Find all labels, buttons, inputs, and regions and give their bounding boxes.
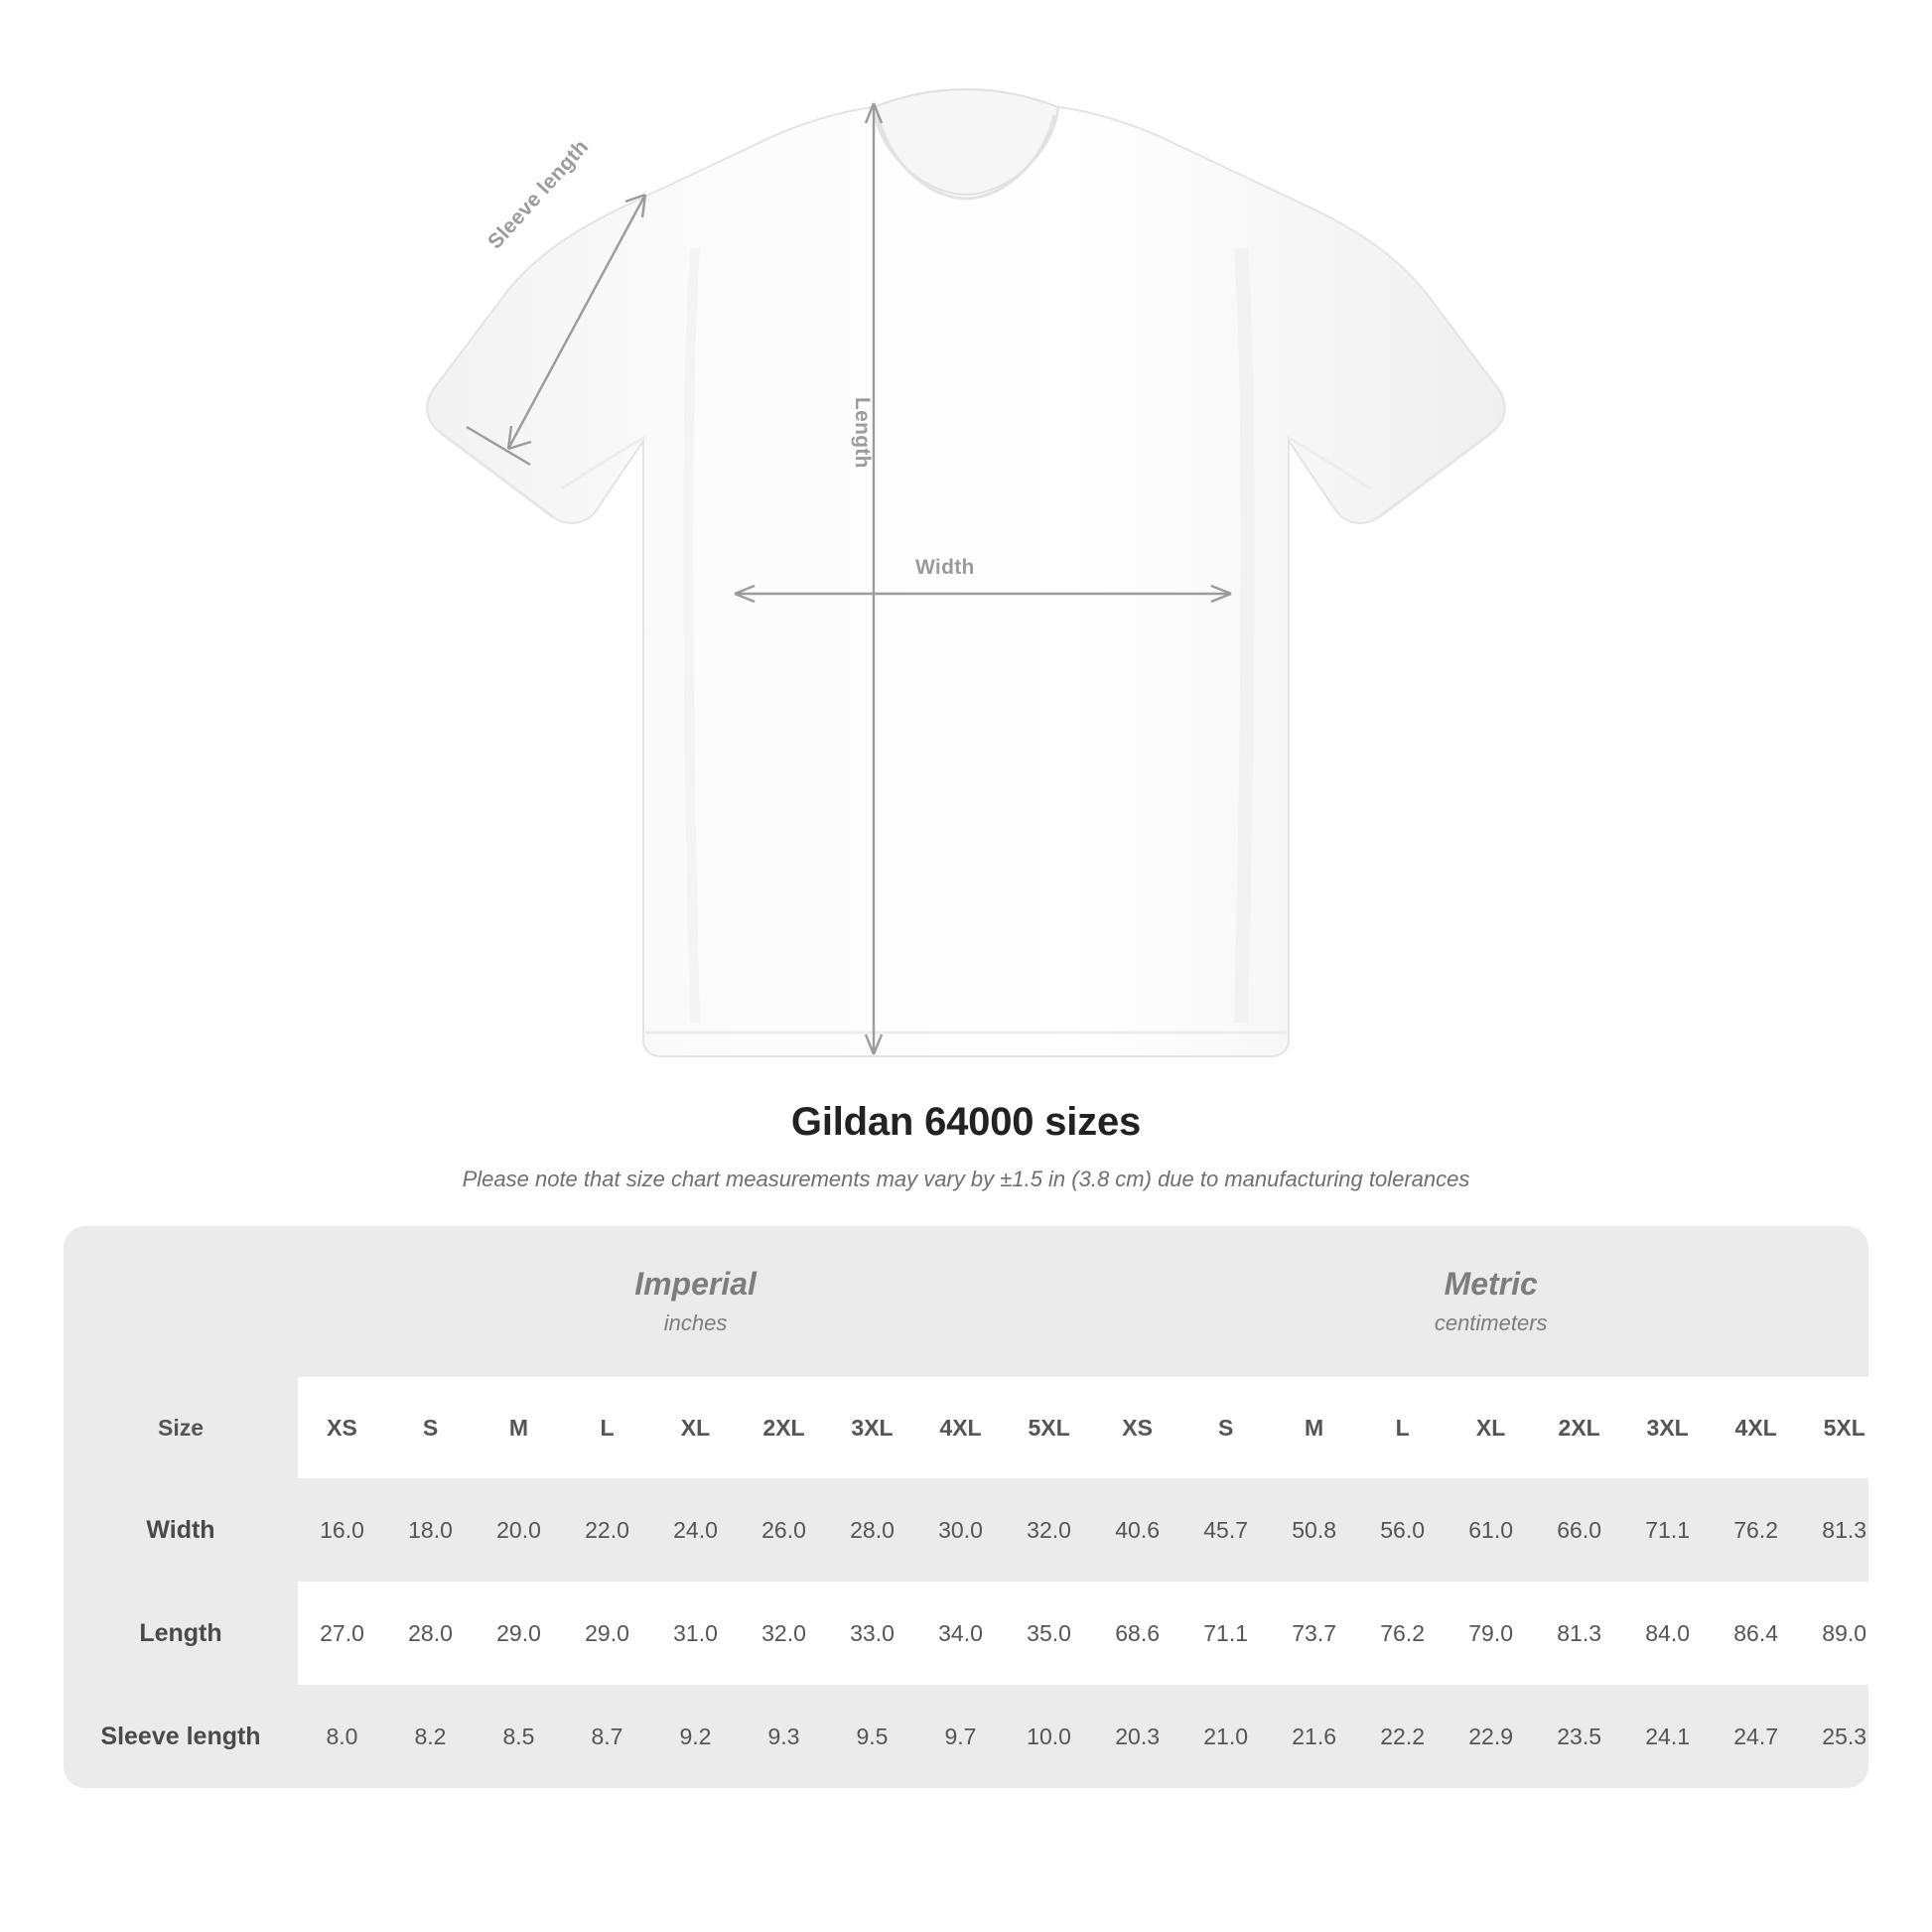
unit-name-imperial: Imperial	[634, 1266, 757, 1303]
table-row	[64, 1685, 1868, 1788]
cell-sleeve-imp-8: 10.0	[1005, 1685, 1093, 1788]
cell-length-imp-1: 28.0	[386, 1582, 475, 1685]
sleeve-length-label: Sleeve length	[483, 135, 594, 254]
cell-sleeve-met-0: 20.3	[1093, 1685, 1181, 1788]
title-block	[0, 1100, 1932, 1192]
size-header-metric-s: S	[1181, 1377, 1270, 1478]
cell-width-met-5: 66.0	[1535, 1478, 1623, 1582]
size-header-metric-3xl: 3XL	[1623, 1377, 1712, 1478]
cell-width-imp-8: 32.0	[1005, 1478, 1093, 1582]
cell-width-imp-7: 30.0	[916, 1478, 1005, 1582]
cell-length-met-3: 76.2	[1358, 1582, 1447, 1685]
cell-sleeve-met-6: 24.1	[1623, 1685, 1712, 1788]
size-table-wrapper	[64, 1226, 1868, 1788]
cell-sleeve-imp-7: 9.7	[916, 1685, 1005, 1788]
size-header-metric-xl: XL	[1447, 1377, 1535, 1478]
unit-name-metric: Metric	[1444, 1266, 1538, 1303]
cell-sleeve-imp-0: 8.0	[298, 1685, 386, 1788]
cell-width-met-8: 81.3	[1800, 1478, 1868, 1582]
cell-sleeve-imp-2: 8.5	[475, 1685, 563, 1788]
cell-width-met-1: 45.7	[1181, 1478, 1270, 1582]
unit-header-imperial	[298, 1226, 1093, 1377]
size-header-imperial-2xl: 2XL	[740, 1377, 828, 1478]
cell-sleeve-imp-3: 8.7	[563, 1685, 651, 1788]
cell-length-imp-5: 32.0	[740, 1582, 828, 1685]
cell-width-imp-1: 18.0	[386, 1478, 475, 1582]
cell-length-met-0: 68.6	[1093, 1582, 1181, 1685]
cell-sleeve-imp-4: 9.2	[651, 1685, 740, 1788]
page-title: Gildan 64000 sizes	[790, 1100, 1142, 1144]
size-header-imperial-m: M	[475, 1377, 563, 1478]
cell-length-imp-2: 29.0	[475, 1582, 563, 1685]
size-header-metric-5xl: 5XL	[1800, 1377, 1868, 1478]
cell-length-imp-0: 27.0	[298, 1582, 386, 1685]
size-header-metric-m: M	[1270, 1377, 1358, 1478]
size-header-label: Size	[64, 1377, 298, 1478]
cell-width-met-3: 56.0	[1358, 1478, 1447, 1582]
row-label-sleeve-length: Sleeve length	[64, 1685, 298, 1788]
row-label-width: Width	[64, 1478, 298, 1582]
unit-header-metric	[1093, 1226, 1868, 1377]
table-row	[64, 1478, 1868, 1582]
cell-length-imp-4: 31.0	[651, 1582, 740, 1685]
size-header-metric-2xl: 2XL	[1535, 1377, 1623, 1478]
length-label: Length	[851, 397, 874, 469]
cell-width-met-0: 40.6	[1093, 1478, 1181, 1582]
cell-width-imp-3: 22.0	[563, 1478, 651, 1582]
cell-length-imp-3: 29.0	[563, 1582, 651, 1685]
cell-sleeve-met-7: 24.7	[1712, 1685, 1800, 1788]
size-header-metric-4xl: 4XL	[1712, 1377, 1800, 1478]
cell-width-met-4: 61.0	[1447, 1478, 1535, 1582]
cell-length-met-4: 79.0	[1447, 1582, 1535, 1685]
cell-width-met-6: 71.1	[1623, 1478, 1712, 1582]
cell-length-met-2: 73.7	[1270, 1582, 1358, 1685]
cell-sleeve-imp-1: 8.2	[386, 1685, 475, 1788]
cell-width-met-7: 76.2	[1712, 1478, 1800, 1582]
size-header-imperial-xl: XL	[651, 1377, 740, 1478]
unit-header-row	[64, 1226, 1868, 1377]
cell-sleeve-met-5: 23.5	[1535, 1685, 1623, 1788]
size-header-imperial-5xl: 5XL	[1005, 1377, 1093, 1478]
cell-sleeve-imp-6: 9.5	[828, 1685, 916, 1788]
cell-width-imp-2: 20.0	[475, 1478, 563, 1582]
width-label: Width	[915, 556, 975, 579]
size-header-row	[64, 1377, 1868, 1478]
tolerance-note: Please note that size chart measurements may vary by ±1.5 in (3.8 cm) due to manufacturing tolerances	[462, 1167, 1470, 1191]
size-header-metric-l: L	[1358, 1377, 1447, 1478]
table-row	[64, 1582, 1868, 1685]
cell-sleeve-met-3: 22.2	[1358, 1685, 1447, 1788]
unit-header-spacer	[64, 1226, 298, 1377]
size-header-imperial-l: L	[563, 1377, 651, 1478]
unit-sub-metric: centimeters	[1434, 1310, 1548, 1335]
cell-width-imp-5: 26.0	[740, 1478, 828, 1582]
cell-length-met-7: 86.4	[1712, 1582, 1800, 1685]
size-header-metric-xs: XS	[1093, 1377, 1181, 1478]
size-header-imperial-4xl: 4XL	[916, 1377, 1005, 1478]
cell-sleeve-imp-5: 9.3	[740, 1685, 828, 1788]
cell-width-imp-0: 16.0	[298, 1478, 386, 1582]
cell-width-imp-6: 28.0	[828, 1478, 916, 1582]
size-header-imperial-s: S	[386, 1377, 475, 1478]
cell-sleeve-met-8: 25.3	[1800, 1685, 1868, 1788]
cell-sleeve-met-2: 21.6	[1270, 1685, 1358, 1788]
cell-width-imp-4: 24.0	[651, 1478, 740, 1582]
size-table	[64, 1226, 1868, 1788]
cell-length-met-6: 84.0	[1623, 1582, 1712, 1685]
cell-width-met-2: 50.8	[1270, 1478, 1358, 1582]
cell-length-imp-6: 33.0	[828, 1582, 916, 1685]
cell-sleeve-met-1: 21.0	[1181, 1685, 1270, 1788]
unit-sub-imperial: inches	[663, 1310, 728, 1335]
row-label-length: Length	[64, 1582, 298, 1685]
size-header-imperial-3xl: 3XL	[828, 1377, 916, 1478]
cell-length-imp-7: 34.0	[916, 1582, 1005, 1685]
cell-length-imp-8: 35.0	[1005, 1582, 1093, 1685]
cell-length-met-1: 71.1	[1181, 1582, 1270, 1685]
cell-length-met-8: 89.0	[1800, 1582, 1868, 1685]
size-header-imperial-xs: XS	[298, 1377, 386, 1478]
cell-length-met-5: 81.3	[1535, 1582, 1623, 1685]
cell-sleeve-met-4: 22.9	[1447, 1685, 1535, 1788]
